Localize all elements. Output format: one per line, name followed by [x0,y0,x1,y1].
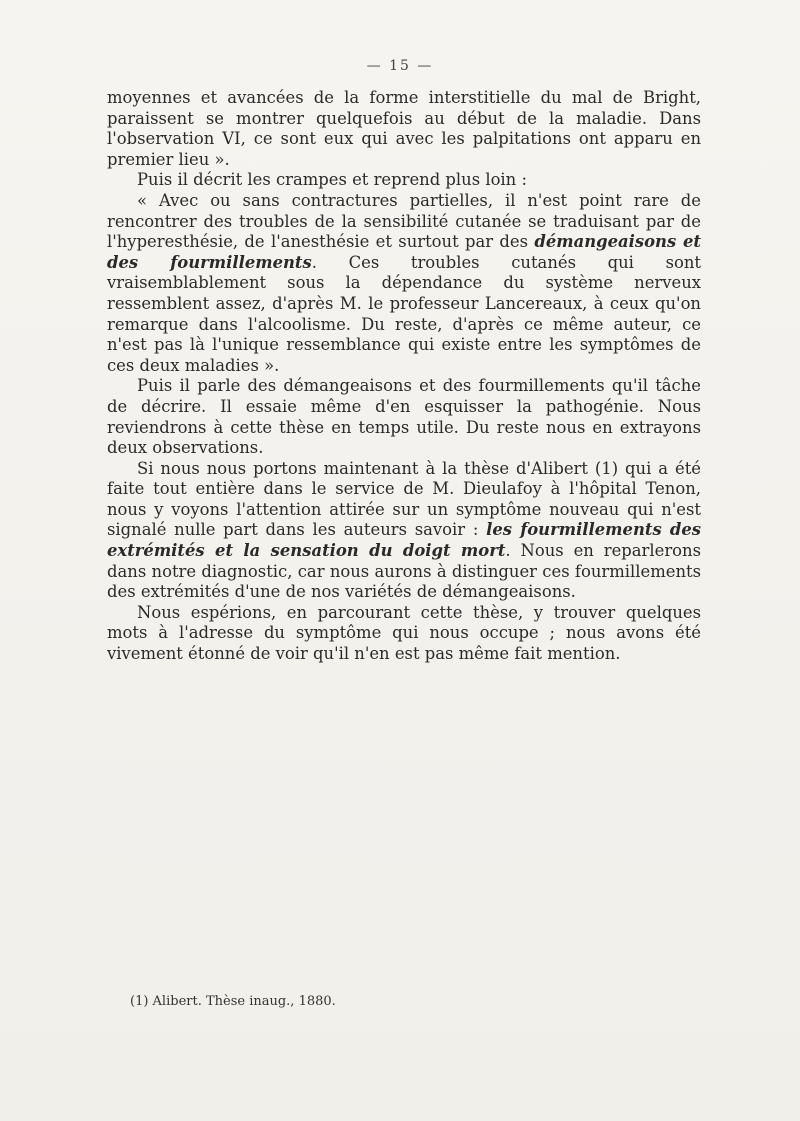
emphasis: démangeaisons et des fourmillements [107,232,702,272]
paragraph: moyennes et avancées de la forme interstitielle du mal de Bright, paraissent se montrer quelquefois au début de la maladie. Dans l'observation VI, ce sont eux qui avec les palpitations ont apparu en premier lieu ». [107,88,701,169]
paragraph: Puis il décrit les crampes et reprend plus loin : [137,170,527,190]
paragraph: Si nous nous portons maintenant à la thèse d'Alibert (1) qui a été faite tout entière dans le service de M. Dieulafoy à l'hôpital Tenon, nous y voyons l'attention attirée sur un symptôme nouveau qui n'est signalé nulle part dans les auteurs savoir : les fourmillements des extrémités et la sensation du doigt mort. Nous en reparlerons dans notre diagnostic, car nous aurons à distinguer ces fourmillements des extrémités d'une de nos variétés de démangeaisons. [107,458,702,602]
emphasis: les fourmillements des extrémités et la sensation du doigt mort [107,520,702,561]
page-number: — 15 — [366,58,434,74]
paragraph: Nous espérions, en parcourant cette thèse, y trouver quelques mots à l'adresse du symptôme qui nous occupe ; nous avons été vivement étonné de voir qu'il n'en est pas même fait mention. [107,602,701,664]
paragraph: Puis il parle des démangeaisons et des fourmillements qu'il tâche de décrire. Il essaie même d'en esquisser la pathogénie. Nous reviendrons à cette thèse en temps utile. Du reste nous en extrayons deux observations. [107,376,701,458]
body-text [107,88,701,665]
footnote: (1) Alibert. Thèse inaug., 1880. [130,994,336,1009]
paragraph: « Avec ou sans contractures partielles, il n'est point rare de rencontrer des troubles de la sensibilité cutanée se traduisant par de l'hyperesthésie, de l'anesthésie et surtout par des démangeaisons et des fourmillements. Ces troubles cutanés qui sont vraisemblablement sous la dépendance du système nerveux ressemblent assez, d'après M. le professeur Lancereaux, à ceux qu'on remarque dans l'alcoolisme. Du reste, d'après ce même auteur, ce n'est pas là l'unique ressemblance qui existe entre les symptômes de ces deux maladies ». [107,190,702,375]
